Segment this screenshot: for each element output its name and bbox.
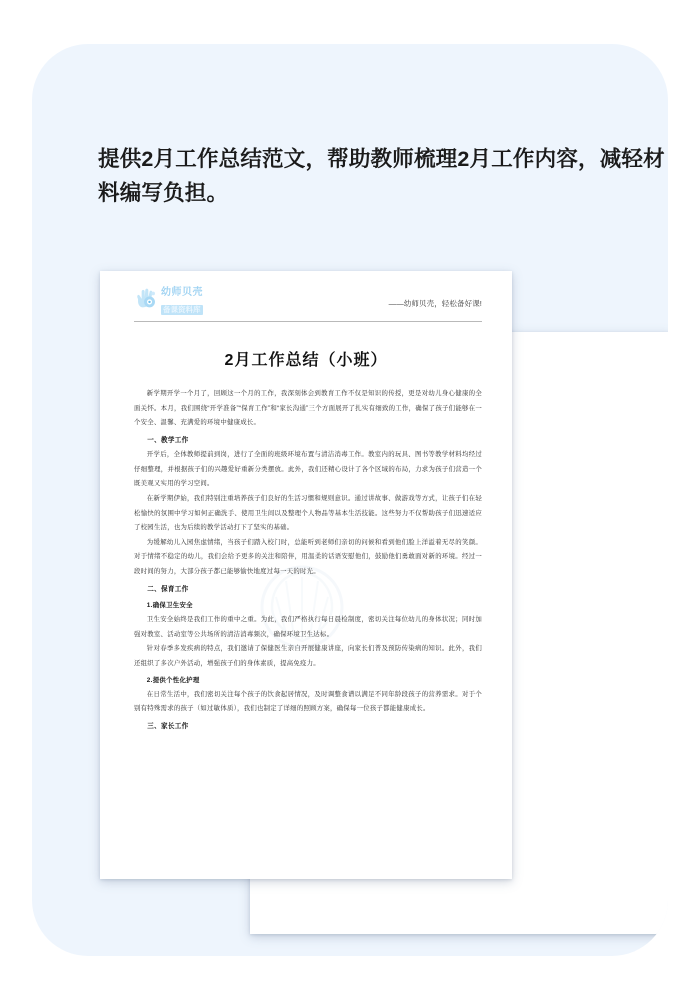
body-paragraph: 针对春季多发疾病的特点，我们邀请了保健医生亲自开展健康讲座，向家长们普及预防传染病的知识。此外，我们还组织了多次户外活动，增强孩子们的身体素质，提高免疫力。	[134, 645, 482, 667]
body-paragraph: 卫生安全始终是我们工作的重中之重。为此，我们严格执行每日晨检制度，密切关注每位幼儿的身体状况；同时加强对教室、活动室等公共场所的清洁消毒频次，确保环境卫生达标。	[134, 616, 482, 638]
promo-card	[32, 44, 668, 956]
body-paragraph: 开学后，全体教师提前到岗，进行了全面的班级环境布置与清洁消毒工作。教室内的玩具、图书等教学材料均经过仔细整理，并根据孩子们的兴趣爱好重新分类摆放。此外，我们还精心设计了各个区域的布局，力求为孩子们营造一个既美观又实用的学习空间。	[134, 451, 482, 488]
body-paragraph: 在日常生活中，我们密切关注每个孩子的饮食起居情况，及时调整食谱以满足不同年龄段孩子的营养需求。对于个别有特殊需求的孩子（如过敏体质），我们也制定了详细的照顾方案，确保每一位孩子都能健康成长。	[134, 690, 482, 713]
section-heading: 一、教学工作	[147, 436, 189, 444]
document-slogan: ——幼师贝壳，轻松备好课!	[388, 299, 482, 308]
document-header	[134, 285, 482, 321]
section-heading: 2.提供个性化护理	[146, 676, 200, 684]
body-paragraph: 新学期开学一个月了，回顾这一个月的工作，我深刻体会到教育工作不仅是知识的传授，更是对幼儿身心健康的全面关怀。本月，我们围绕“开学准备”“保育工作”和“家长沟通”三个方面展开了扎实有细致的工作，确保了孩子们能够在一个安全、温馨、充满爱的环境中健康成长。	[134, 390, 482, 427]
document-body	[134, 387, 482, 734]
brand-name: 幼师贝壳	[161, 287, 203, 298]
section-heading: 三、家长工作	[147, 722, 189, 730]
brand-subtitle: 备课资料库	[163, 305, 201, 314]
brand-logo-text	[161, 287, 229, 317]
brand-logo	[134, 287, 230, 313]
document-front-inner	[100, 271, 512, 879]
page-headline: 提供2月工作总结范文，帮助教师梳理2月工作内容，减轻材料编写负担。	[98, 147, 665, 205]
document-title: 2月工作总结（小班）	[224, 352, 388, 369]
document-page-front	[100, 271, 512, 879]
body-paragraph: 在新学期伊始，我们特别注重培养孩子们良好的生活习惯和规则意识。通过讲故事、做游戏等方式，让孩子们在轻松愉快的氛围中学习如何正确洗手、使用卫生间以及整理个人物品等基本生活技能。这些努力不仅帮助孩子们迅速适应了校园生活，也为后续的教学活动打下了坚实的基础。	[134, 495, 482, 532]
section-heading: 二、保育工作	[147, 585, 189, 593]
shell-hand-icon	[134, 288, 159, 311]
section-heading: 1.确保卫生安全	[146, 602, 193, 610]
body-paragraph: 为缓解幼儿入园焦虑情绪，当孩子们踏入校门时，总能听到老师们亲切的问候和看到他们脸上洋溢着无尽的笑颜。对于情绪不稳定的幼儿，我们会给予更多的关注和陪伴，用温柔的话语安慰他们，鼓励他们勇敢面对新的环境。经过一段时间的努力，大部分孩子都已能够愉快地度过每一天的时光。	[134, 538, 482, 576]
document-header-rule	[134, 321, 482, 322]
